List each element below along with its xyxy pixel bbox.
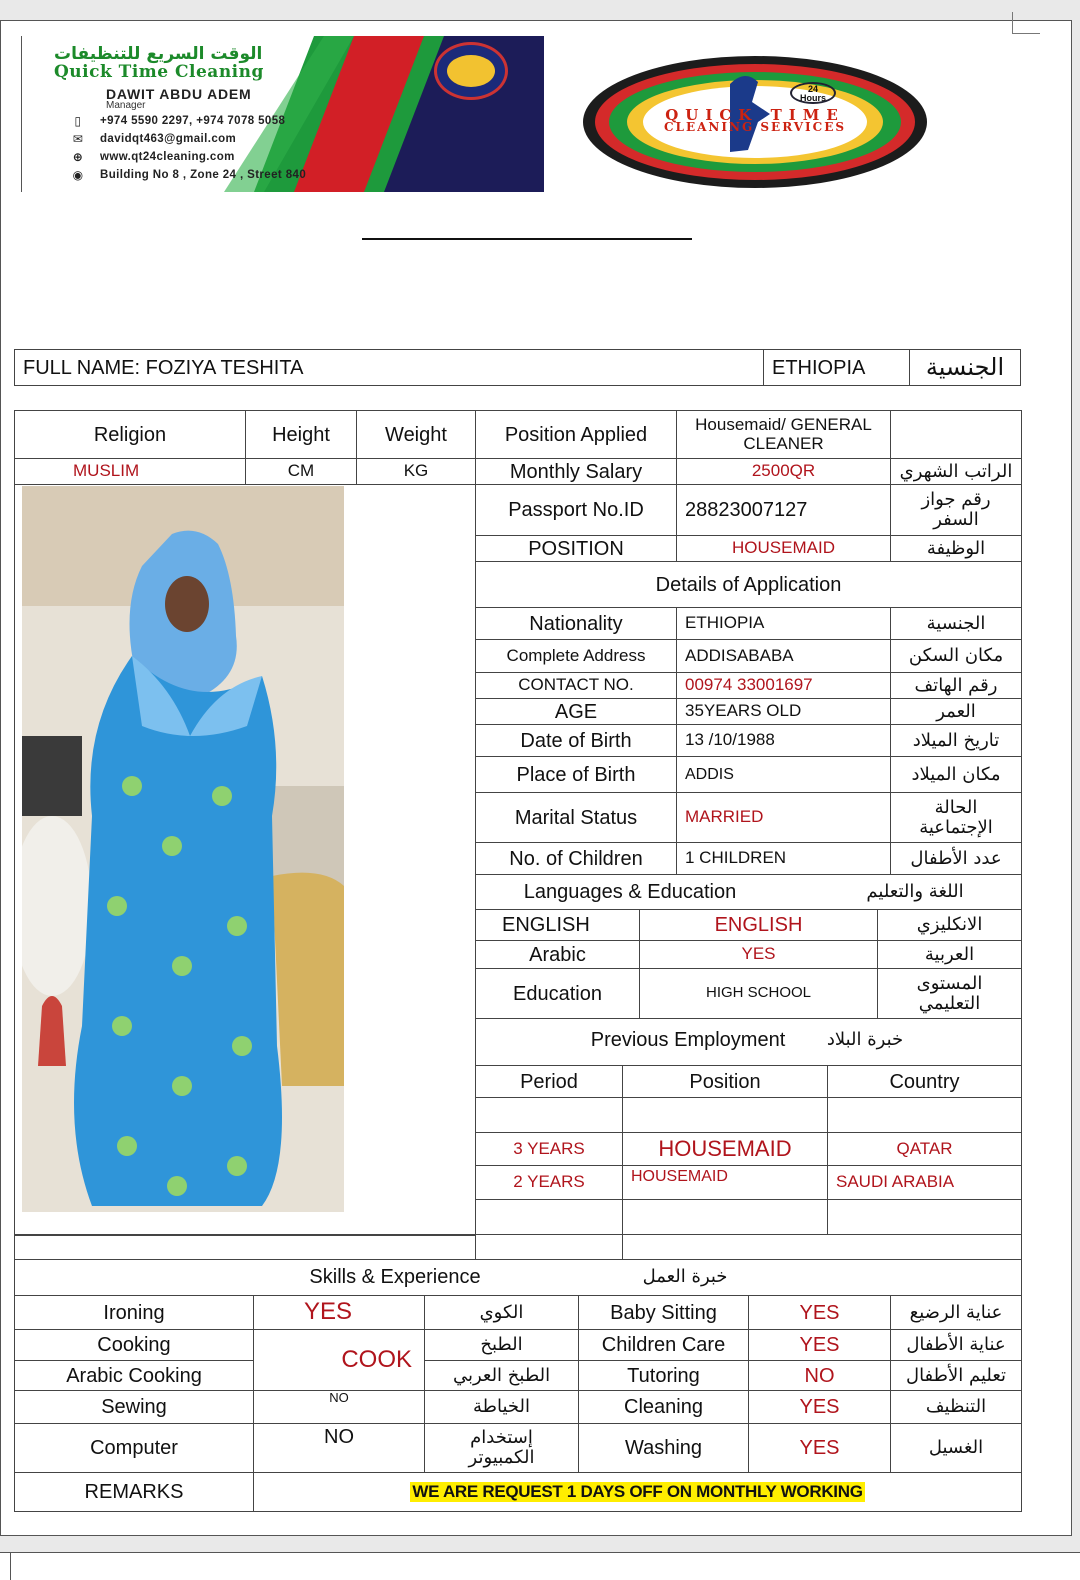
header-nationality-arabic: الجنسية xyxy=(909,349,1021,386)
full-name: FULL NAME: FOZIYA TESHITA xyxy=(14,349,764,386)
employment-country-2: SAUDI ARABIA xyxy=(827,1165,1022,1200)
margin-mark xyxy=(0,36,22,192)
employment-empty-cell xyxy=(622,1097,828,1133)
employment-position-2: HOUSEMAID xyxy=(622,1165,828,1200)
skills-title: Skills & Experience xyxy=(309,1266,481,1288)
nationality-arabic: الجنسية xyxy=(890,607,1022,640)
passport-label: Passport No.ID xyxy=(475,484,677,536)
children-label: No. of Children xyxy=(475,842,677,875)
remarks-cell xyxy=(253,1472,1022,1512)
card-email-row xyxy=(70,132,236,146)
english-arabic: الانكليزي xyxy=(877,909,1022,941)
weight-label: Weight xyxy=(356,410,476,459)
skill-cooking-arabic: الطبخ xyxy=(424,1329,579,1361)
logo-subtitle: CLEANING SERVICES xyxy=(663,120,847,134)
passport-value: 28823007127 xyxy=(676,484,891,536)
height-value: CM xyxy=(245,458,357,485)
card-company-name: Quick Time Cleaning xyxy=(54,62,264,82)
employment-empty-cell xyxy=(475,1097,623,1133)
age-arabic: العمر xyxy=(890,698,1022,725)
card-phone: +974 5590 2297, +974 7078 5058 xyxy=(100,115,286,127)
education-label: Education xyxy=(475,968,640,1019)
country-header: Country xyxy=(827,1065,1022,1098)
card-address: Building No 8 , Zone 24 , Street 840 xyxy=(100,169,307,181)
employment-empty-cell xyxy=(827,1199,1022,1235)
skill-ironing-arabic: الكوي xyxy=(424,1295,579,1330)
card-web-row xyxy=(70,150,235,164)
dob-label: Date of Birth xyxy=(475,724,677,757)
position-arabic: الوظيفة xyxy=(890,535,1022,562)
employment-period-1: 3 YEARS xyxy=(475,1132,623,1166)
skill-arabic-cooking-label: Arabic Cooking xyxy=(14,1360,254,1391)
address-label: Complete Address xyxy=(475,639,677,673)
skill-washing-value: YES xyxy=(748,1423,891,1473)
employment-empty-cell xyxy=(475,1234,623,1260)
employment-title: Previous Employment xyxy=(590,1029,786,1051)
skill-sewing-label: Sewing xyxy=(14,1390,254,1424)
position-applied-value: Housemaid/ GENERAL CLEANER xyxy=(676,410,891,459)
card-address-row xyxy=(70,168,306,182)
children-value: 1 CHILDREN xyxy=(676,842,891,875)
card-manager-role: Manager xyxy=(106,100,146,111)
skills-section xyxy=(14,1259,1022,1296)
candidate-photo-illustration xyxy=(22,486,344,1212)
weight-value: KG xyxy=(356,458,476,485)
pob-value: ADDIS xyxy=(676,756,891,793)
address-value: ADDISABABA xyxy=(676,639,891,673)
card-email: davidqt463@gmail.com xyxy=(100,133,237,145)
header-nationality: ETHIOPIA xyxy=(763,349,910,386)
monthly-salary-label: Monthly Salary xyxy=(475,458,677,485)
next-page-edge xyxy=(0,1552,1080,1580)
arabic-arabic: العربية xyxy=(877,940,1022,969)
employment-period-2: 2 YEARS xyxy=(475,1165,623,1200)
arabic-value: YES xyxy=(639,940,878,969)
age-value: 35YEARS OLD xyxy=(676,698,891,725)
skill-computer-value: NO xyxy=(253,1423,425,1473)
skill-childcare-label: Children Care xyxy=(578,1329,749,1361)
page-corner-mark xyxy=(1012,12,1040,34)
divider-line xyxy=(362,238,692,240)
globe-icon: ⊕ xyxy=(72,150,84,164)
dob-value: 13 /10/1988 xyxy=(676,724,891,757)
card-phone-row xyxy=(70,114,285,128)
contact-value: 00974 33001697 xyxy=(676,672,891,699)
position-applied-label: Position Applied xyxy=(475,410,677,459)
monthly-salary-arabic: الراتب الشهري xyxy=(890,458,1022,485)
logo-24-hours-badge: 24 Hours xyxy=(790,82,836,104)
skills-title-arabic: خبرة العمل xyxy=(642,1266,728,1288)
employment-empty-cell xyxy=(622,1234,1022,1260)
age-label: AGE xyxy=(475,698,677,725)
monthly-salary-value: 2500QR xyxy=(676,458,891,485)
marital-arabic: الحالة الإجتماعية xyxy=(890,792,1022,843)
remarks-value: WE ARE REQUEST 1 DAYS OFF ON MONTHLY WORKING xyxy=(412,1481,863,1501)
skill-cleaning-value: YES xyxy=(748,1390,891,1424)
skill-childcare-value: YES xyxy=(748,1329,891,1361)
spacer-row xyxy=(14,1234,476,1260)
logo-title: QUICK TIME xyxy=(665,106,845,124)
english-label: ENGLISH xyxy=(475,909,640,941)
skill-childcare-arabic: عناية الأطفال xyxy=(890,1329,1022,1361)
dob-arabic: تاريخ الميلاد xyxy=(890,724,1022,757)
candidate-photo xyxy=(22,486,344,1212)
employment-title-arabic: خبرة البلاد xyxy=(826,1029,904,1051)
skill-cooking-value: COOK xyxy=(253,1329,425,1391)
card-manager-name: DAWIT ABDU ADEM xyxy=(106,86,252,102)
arabic-label: Arabic xyxy=(475,940,640,969)
small-logo-badge xyxy=(434,42,508,100)
passport-arabic: رقم جواز السفر xyxy=(890,484,1022,536)
skill-babysitting-value: YES xyxy=(748,1295,891,1330)
marital-value: MARRIED xyxy=(676,792,891,843)
nationality-value: ETHIOPIA xyxy=(676,607,891,640)
nationality-label: Nationality xyxy=(475,607,677,640)
skill-babysitting-label: Baby Sitting xyxy=(578,1295,749,1330)
pob-arabic: مكان الميلاد xyxy=(890,756,1022,793)
skill-arabic-cooking-arabic: الطبخ العربي xyxy=(424,1360,579,1391)
card-web: www.qt24cleaning.com xyxy=(100,151,235,163)
skill-ironing-value: YES xyxy=(253,1295,425,1330)
phone-icon: ▯ xyxy=(74,114,82,128)
contact-label: CONTACT NO. xyxy=(475,672,677,699)
children-arabic: عدد الأطفال xyxy=(890,842,1022,875)
marital-label: Marital Status xyxy=(475,792,677,843)
remarks-label: REMARKS xyxy=(14,1472,254,1512)
employment-empty-cell xyxy=(827,1097,1022,1133)
contact-arabic: رقم الهاتف xyxy=(890,672,1022,699)
employment-position-1: HOUSEMAID xyxy=(622,1132,828,1166)
empty-cell xyxy=(890,410,1022,459)
skill-cleaning-arabic: التنظيف xyxy=(890,1390,1022,1424)
skill-washing-label: Washing xyxy=(578,1423,749,1473)
languages-title-arabic: اللغة والتعليم xyxy=(866,881,964,903)
religion-label: Religion xyxy=(14,410,246,459)
business-card xyxy=(24,36,544,192)
skill-sewing-arabic: الخياطة xyxy=(424,1390,579,1424)
skill-sewing-value: NO xyxy=(253,1390,425,1424)
address-arabic: مكان السكن xyxy=(890,639,1022,673)
card-company-arabic: الوقت السريع للتنظيفات xyxy=(54,44,263,64)
religion-value: MUSLIM xyxy=(14,458,246,485)
skill-computer-label: Computer xyxy=(14,1423,254,1473)
skill-washing-arabic: الغسيل xyxy=(890,1423,1022,1473)
position-header: Position xyxy=(622,1065,828,1098)
education-value: HIGH SCHOOL xyxy=(639,968,878,1019)
company-logo xyxy=(580,54,930,194)
pob-label: Place of Birth xyxy=(475,756,677,793)
skill-tutoring-label: Tutoring xyxy=(578,1360,749,1391)
mail-icon: ✉ xyxy=(72,132,84,146)
employment-empty-cell xyxy=(475,1199,623,1235)
position-value: HOUSEMAID xyxy=(676,535,891,562)
education-arabic: المستوى التعليمي xyxy=(877,968,1022,1019)
employment-empty-cell xyxy=(622,1199,828,1235)
languages-title: Languages & Education xyxy=(523,881,737,903)
skill-tutoring-value: NO xyxy=(748,1360,891,1391)
employment-country-1: QATAR xyxy=(827,1132,1022,1166)
skill-cooking-label: Cooking xyxy=(14,1329,254,1361)
english-value: ENGLISH xyxy=(639,909,878,941)
skill-tutoring-arabic: تعليم الأطفال xyxy=(890,1360,1022,1391)
skill-babysitting-arabic: عناية الرضيع xyxy=(890,1295,1022,1330)
position-label: POSITION xyxy=(475,535,677,562)
location-icon: ◉ xyxy=(72,168,84,182)
period-header: Period xyxy=(475,1065,623,1098)
details-title: Details of Application xyxy=(475,561,1022,608)
skill-computer-arabic: إستخدام الكمبيوتر xyxy=(424,1423,579,1473)
skill-ironing-label: Ironing xyxy=(14,1295,254,1330)
height-label: Height xyxy=(245,410,357,459)
skill-cleaning-label: Cleaning xyxy=(578,1390,749,1424)
